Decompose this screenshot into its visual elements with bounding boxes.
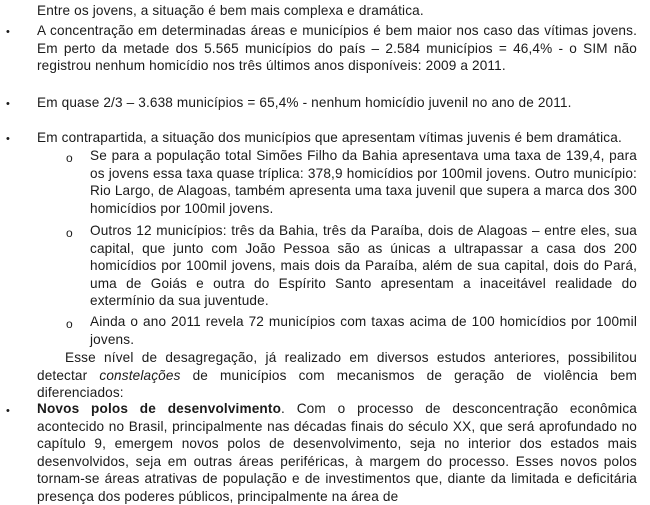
subbullet-item: Ainda o ano 2011 revela 72 municípios com taxas acima de 100 homicídios por 100mil jovens. <box>90 314 637 347</box>
subbullet-marker: o <box>66 226 73 240</box>
bullet-item: Em quase 2/3 – 3.638 municípios = 65,4% - nenhum homicídio juvenil no ano de 2011. <box>37 95 572 110</box>
subbullet-marker: o <box>66 317 73 331</box>
emphasized-term: constelações <box>99 367 181 383</box>
bullet-item: A concentração em determinadas áreas e municípios é bem maior nos caso das vítimas jovens. Em perto da metade dos 5.565 municípios do país – 2.584 municípios = 46,4% - o SIM não registrou nenhum homicídio nos três últimos anos disponíveis: 2009 a 2011. <box>37 23 637 74</box>
final-bullet-text: . Com o processo de desconcentração econômica acontecido no Brasil, principalmente nas décadas finais do século XX, que será aprofundado no capítulo 9, emergem novos polos de desenvolvimento, seja no interior dos estados mais desenvolvidos, seja em outras áreas periféricas, à margem do processo. Esses novos polos tornam-se áreas atrativas de população e de investimentos que, diante da limitada e deficitária presença dos poderes públicos, principalmente na área de <box>37 401 637 504</box>
subbullet-item: Se para a população total Simões Filho da Bahia apresentava uma taxa de 139,4, para os jovens essa taxa quase tríplica: 378,9 homicídios por 100mil jovens. Outro município: Rio Largo, de Alagoas, também apresenta uma taxa juvenil que supera a marca dos 300 homicídios por 100mil jovens. <box>90 148 637 216</box>
paragraph-text-end: de municípios com mecanismos de geração de violência bem diferenciados: <box>37 367 637 401</box>
bullet-marker: • <box>6 133 11 145</box>
body-paragraph <box>37 349 637 402</box>
section-heading: Novos polos de desenvolvimento <box>37 401 282 416</box>
paragraph-text-start: Esse nível de desagregação, já realizado em diversos estudos anteriores, possibilitou detectar <box>37 350 637 383</box>
bullet-item: Em contrapartida, a situação dos municípios que apresentam vítimas juvenis é bem dramática. <box>37 130 622 145</box>
bullet-marker: • <box>6 26 11 38</box>
intro-paragraph: Entre os jovens, a situação é bem mais complexa e dramática. <box>37 3 424 18</box>
subbullet-marker: o <box>66 151 73 165</box>
bullet-marker: • <box>6 405 11 417</box>
subbullet-item: Outros 12 municípios: três da Bahia, três da Paraíba, dois de Alagoas – entre eles, sua capital, que junto com João Pessoa são as únicas a ultrapassar a casa dos 200 homicídios por 100mil jovens, mais dois da Paraíba, além de sua capital, dois do Pará, uma de Goiás e outra do Espírito Santo apresentam a inaceitável realidade do extermínio da sua juventude. <box>90 223 637 309</box>
bullet-item-final <box>37 400 637 505</box>
bullet-marker: • <box>6 98 11 110</box>
